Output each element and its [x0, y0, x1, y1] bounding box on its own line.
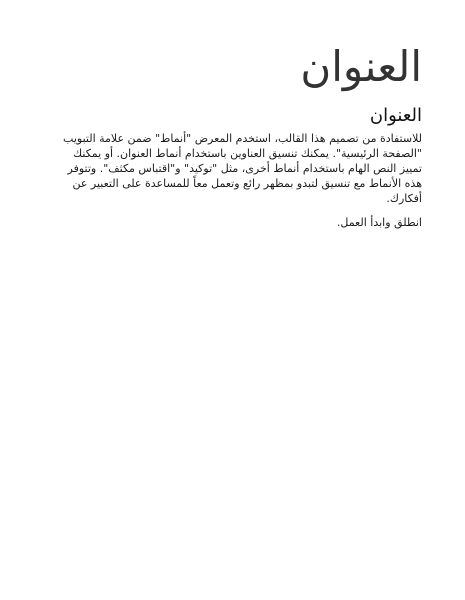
body-paragraph-closing: انطلق وابدأ العمل.: [336, 216, 422, 229]
section-heading: العنوان: [369, 105, 422, 126]
document-title: العنوان: [300, 42, 422, 91]
body-paragraph-intro: للاستفادة من تصميم هذا القالب، استخدم المعرض "أنماط" ضمن علامة التبويب "الصفحة الرئيسية". يمكنك تنسيق العناوين باستخدام أنماط العنوان. أو يمكنك تمييز النص الهام باستخدام أنماط أخرى، مثل "توكيد" و"اقتباس مكثف". وتتوفر هذه الأنماط مع تنسيق لتبدو بمظهر رائع وتعمل معاً للمساعدة على التعبير عن أفكارك.: [63, 132, 422, 205]
